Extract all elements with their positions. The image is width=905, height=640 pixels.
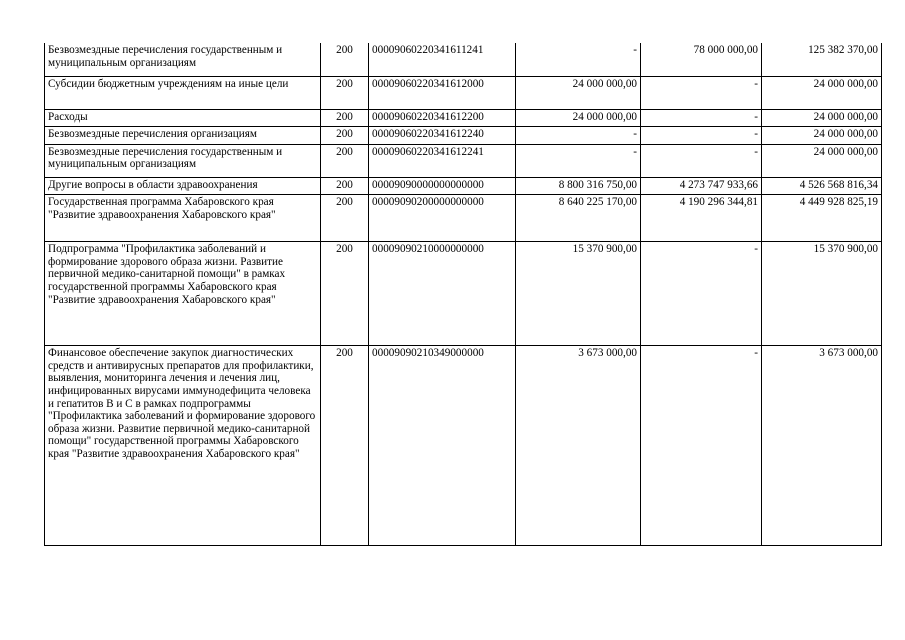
- row-code: 200: [321, 177, 369, 195]
- row-approved: 8 640 225 170,00: [516, 195, 641, 242]
- row-approved: 8 800 316 750,00: [516, 177, 641, 195]
- row-approved: -: [516, 144, 641, 177]
- row-executed: 4 273 747 933,66: [641, 177, 762, 195]
- row-executed: 78 000 000,00: [641, 43, 762, 76]
- row-code: 200: [321, 76, 369, 109]
- row-executed: -: [641, 144, 762, 177]
- row-kbk: 00009090000000000000: [369, 177, 516, 195]
- row-code: 200: [321, 242, 369, 346]
- row-remaining: 24 000 000,00: [762, 76, 882, 109]
- row-executed: 4 190 296 344,81: [641, 195, 762, 242]
- row-code: 200: [321, 127, 369, 145]
- row-code: 200: [321, 195, 369, 242]
- budget-report-page: [44, 43, 881, 546]
- row-executed: -: [641, 242, 762, 346]
- table-row: [45, 127, 882, 145]
- row-remaining: 15 370 900,00: [762, 242, 882, 346]
- row-approved: -: [516, 127, 641, 145]
- row-executed: -: [641, 109, 762, 127]
- table-row: [45, 346, 882, 546]
- row-name: Безвозмездные перечисления государственным и муниципальным организациям: [45, 144, 321, 177]
- row-approved: 3 673 000,00: [516, 346, 641, 546]
- table-row: [45, 43, 882, 76]
- budget-table: [44, 43, 882, 546]
- row-kbk: 00009060220341612000: [369, 76, 516, 109]
- table-row: [45, 195, 882, 242]
- row-name: Государственная программа Хабаровского края "Развитие здравоохранения Хабаровского края": [45, 195, 321, 242]
- row-kbk: 00009090200000000000: [369, 195, 516, 242]
- row-kbk: 00009060220341611241: [369, 43, 516, 76]
- row-name: Расходы: [45, 109, 321, 127]
- row-kbk: 00009060220341612240: [369, 127, 516, 145]
- row-approved: 24 000 000,00: [516, 109, 641, 127]
- row-approved: 24 000 000,00: [516, 76, 641, 109]
- table-row: [45, 109, 882, 127]
- row-remaining: 125 382 370,00: [762, 43, 882, 76]
- row-approved: 15 370 900,00: [516, 242, 641, 346]
- row-kbk: 00009060220341612241: [369, 144, 516, 177]
- row-executed: -: [641, 76, 762, 109]
- row-kbk: 00009090210349000000: [369, 346, 516, 546]
- row-executed: -: [641, 127, 762, 145]
- row-remaining: 24 000 000,00: [762, 144, 882, 177]
- row-remaining: 24 000 000,00: [762, 127, 882, 145]
- row-code: 200: [321, 346, 369, 546]
- row-name: Безвозмездные перечисления организациям: [45, 127, 321, 145]
- row-code: 200: [321, 144, 369, 177]
- row-approved: -: [516, 43, 641, 76]
- row-name: Субсидии бюджетным учреждениям на иные цели: [45, 76, 321, 109]
- table-row: [45, 177, 882, 195]
- row-executed: -: [641, 346, 762, 546]
- row-kbk: 00009090210000000000: [369, 242, 516, 346]
- row-code: 200: [321, 43, 369, 76]
- row-name: Безвозмездные перечисления государственным и муниципальным организациям: [45, 43, 321, 76]
- row-remaining: 4 449 928 825,19: [762, 195, 882, 242]
- row-name: Подпрограмма "Профилактика заболеваний и формирование здорового образа жизни. Развитие первичной медико-санитарной помощи" в рамках государственной программы Хабаровского края "Развитие здравоохранения Хабаровского края": [45, 242, 321, 346]
- row-remaining: 3 673 000,00: [762, 346, 882, 546]
- row-name: Финансовое обеспечение закупок диагностических средств и антивирусных препаратов для профилактики, выявления, мониторинга лечения и лечения лиц, инфицированных вирусами иммунодефицита человека и гепатитов В и С в рамках подпрограммы "Профилактика заболеваний и формирование здорового образа жизни. Развитие первичной медико-санитарной помощи" государственной программы Хабаровского края "Развитие здравоохранения Хабаровского края": [45, 346, 321, 546]
- table-row: [45, 242, 882, 346]
- table-row: [45, 144, 882, 177]
- row-code: 200: [321, 109, 369, 127]
- row-remaining: 4 526 568 816,34: [762, 177, 882, 195]
- table-row: [45, 76, 882, 109]
- row-kbk: 00009060220341612200: [369, 109, 516, 127]
- row-name: Другие вопросы в области здравоохранения: [45, 177, 321, 195]
- row-remaining: 24 000 000,00: [762, 109, 882, 127]
